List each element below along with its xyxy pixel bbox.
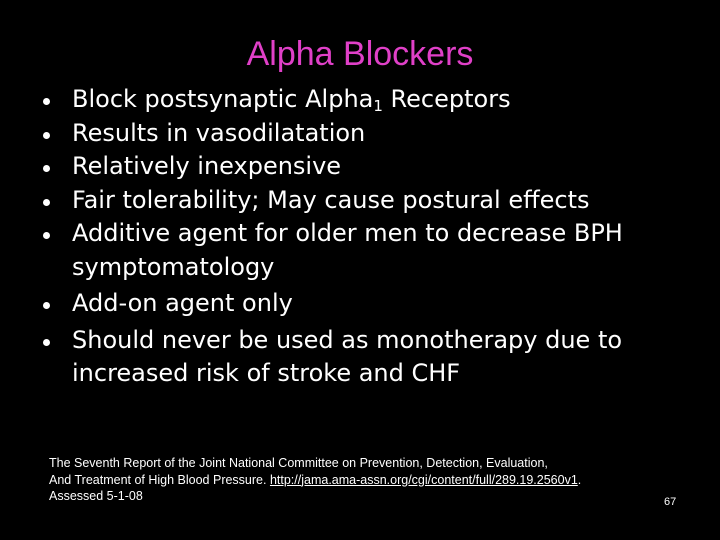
bullet-item-6	[40, 287, 700, 321]
bullet-text-suffix: Receptors	[382, 85, 511, 113]
slide-title: Alpha Blockers	[246, 35, 474, 73]
bullet-item-7	[40, 324, 700, 391]
bullet-text: Relatively inexpensive	[72, 152, 342, 180]
bullet-text: Additive agent for older men to decrease BPH symptomatology	[72, 219, 623, 281]
bullet-text: Add-on agent only	[72, 289, 293, 317]
reference-link[interactable]: http://jama.ama-assn.org/cgi/content/full/289.19.2560v1	[269, 472, 578, 487]
reference-line-2-suffix: .	[577, 472, 582, 487]
reference-line-2	[49, 472, 669, 489]
bullet-dot-icon	[43, 199, 50, 206]
reference-line-2-prefix: And Treatment of High Blood Pressure.	[49, 472, 270, 487]
bullet-dot-icon	[43, 339, 50, 346]
bullet-item-3	[40, 150, 700, 184]
bullet-dot-icon	[43, 98, 50, 105]
bullet-item-2	[40, 117, 700, 151]
bullet-item-4	[40, 184, 700, 218]
bullet-list	[40, 83, 700, 391]
reference-line-1: The Seventh Report of the Joint National Committee on Prevention, Detection, Evaluation,	[49, 456, 548, 470]
bullet-item-1	[40, 83, 700, 117]
bullet-item-5	[40, 217, 700, 284]
bullet-dot-icon	[43, 232, 50, 239]
bullet-text: Fair tolerability; May cause postural effects	[72, 185, 590, 214]
bullet-text: Should never be used as monotherapy due to increased risk of stroke and CHF	[72, 325, 623, 387]
bullet-subscript: 1	[373, 97, 383, 115]
reference-line-3: Assessed 5-1-08	[49, 489, 143, 503]
bullet-dot-icon	[43, 165, 50, 172]
bullet-dot-icon	[43, 132, 50, 139]
bullet-dot-icon	[43, 302, 50, 309]
bullet-text: Results in vasodilatation	[72, 118, 366, 147]
reference-citation	[49, 455, 669, 505]
page-number: 67	[664, 496, 677, 508]
bullet-text: Block postsynaptic Alpha	[72, 85, 374, 113]
